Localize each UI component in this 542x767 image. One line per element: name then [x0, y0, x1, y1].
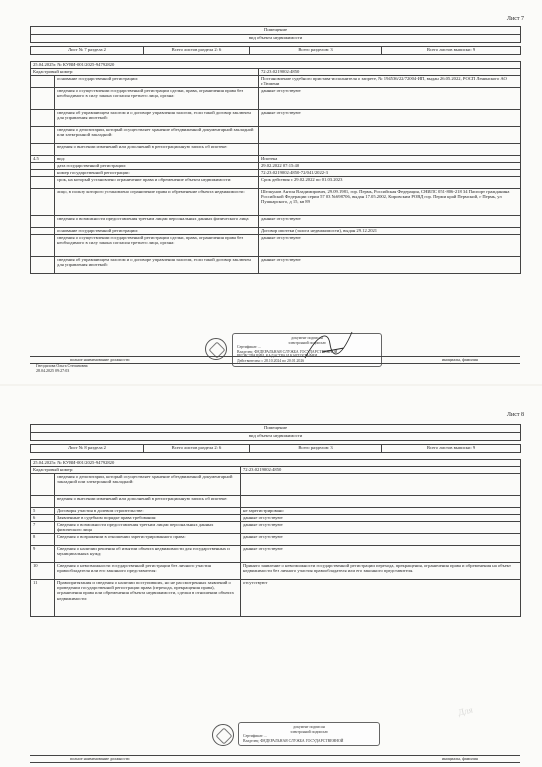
watermark: Для [457, 704, 474, 718]
data-table [30, 61, 521, 274]
sheet-number: Лист 7 [506, 16, 524, 22]
table-row: сведения о депозитарии, который осуществляет хранение обездвиженной документарной закладной или электронной закладной: [31, 474, 521, 496]
emblem-icon [212, 724, 234, 746]
position-caption: полное наименование должности [70, 756, 130, 761]
signature-line [30, 755, 520, 763]
table-row: 10 Сведения о невозможности государственной регистрации без личного участия правообладателя или его законного представителя: Принято заявление о невозможности государственной регистрации перехода, прекращения, ограничения права и обременения на объект недвижимости без личного участия правообладателя или его законного представителя. [31, 563, 521, 580]
data-table [30, 459, 521, 617]
table-row: ведения о внесении изменений или дополнений в регистрационную запись об ипотеке: [31, 496, 521, 508]
header-table [30, 424, 521, 453]
section-sheet: Лист № 7 раздела 2 [31, 47, 144, 55]
sections-total: Всего разделов: 3 [250, 47, 382, 55]
sign-date: 28.04.2025 09:27:03 [36, 367, 70, 373]
signature-line [30, 356, 520, 364]
sheet-number: Лист 8 [506, 412, 524, 418]
name-caption: инициалы, фамилия [442, 357, 478, 362]
table-row: сведения о возможности предоставления третьим лицам персональных данных физического лица данные отсутствуют [31, 216, 521, 228]
sections-total: Всего разделов: 3 [250, 445, 382, 453]
table-row: лицо, в пользу которого установлено ограничение права и обременение объекта недвижимости: Шелкунов Антон Владимирович, 29.09.1981, гор. Пермь, Российская Федерация, СНИЛС 051-806-218 34 Паспорт гражданина Российской Федерации серии 57 03 №698706, выдан 17.05.2002, Кировским РОВД гор. Перми край Пермский, г Пермь, ул Пушкарского, д 15, кв 89 [31, 189, 521, 216]
page-8 [0, 386, 542, 767]
section-sheets-total: Всего листов раздела 2: 6 [144, 445, 250, 453]
section-sheets-total: Всего листов раздела 2: 6 [144, 47, 250, 55]
table-row: дата государственной регистрации: 29.02.2022 07:15:40 [31, 163, 521, 170]
signer-name: Гнездилова Ольга Степановна [36, 363, 88, 368]
extract-number: 25.04.2025г. № КУВИ-001/2025-94792820 [31, 460, 521, 467]
cadastral-value: 72:23:0219002:4850 [259, 69, 521, 76]
table-row: сведения об управляющем залогом и о договоре управления залогом, если такой договор заключен для управления ипотекой: данные отсутствуют [31, 110, 521, 127]
table-row: 4.5 вид: Ипотека [31, 156, 521, 163]
table-row: 8 Сведения о возражении в отношении зарегистрированного права: данные отсутствуют [31, 534, 521, 546]
table-row: сведения о осуществлении государственной регистрации сделки, права, ограничения права без необходимого в силу закона согласия третьего лица, органа: данные отсутствуют [31, 88, 521, 110]
table-row: 5 Договоры участия в долевом строительстве: не зарегистрировано [31, 508, 521, 515]
object-type-caption: вид объекта недвижимости [31, 433, 521, 441]
table-row: сведения о депозитарии, который осуществляет хранение обездвиженной документарной закладной или электронной закладной: [31, 127, 521, 144]
signer-info [36, 364, 88, 374]
table-row: 6 Заявленные в судебном порядке права требования: данные отсутствуют [31, 515, 521, 522]
table-row: основание государственной регистрации: Постановление судебного пристава-исполнителя о запрете, № 194536/22/72004-ИП, выдан 26.05.2022, РОСП Ленинского АО г.Тюмени [31, 76, 521, 88]
table-row: сведения о осуществлении государственной регистрации сделки, права, ограничения права без необходимого в силу закона согласия третьего лица, органа: данные отсутствуют [31, 235, 521, 257]
e-signature-stamp: документ подписан электронной подписью Сертификат: ... Владелец: ФЕДЕРАЛЬНАЯ СЛУЖБА ГОСУДАРСТВЕННОЙ РЕГИСТРАЦИИ, КАДАСТРА И КАРТОГРАФИИ Действителен: с 28.10.2024 по 20.01.2026 [232, 333, 382, 367]
table-row: 7 Сведения о возможности предоставления третьим лицам персональных данных физического лица данные отсутствуют [31, 522, 521, 534]
table-row: 11 Правопритязания и сведения о наличии поступивших, но не рассмотренных заявлений о проведении государственной регистрации права (перехода, прекращения права), ограничения права или обременения объекта недвижимости, сделки в отношении объекта недвижимости: отсутствуют [31, 580, 521, 617]
e-signature-stamp: документ подписан электронной подписью Сертификат: ... Владелец: ФЕДЕРАЛЬНАЯ СЛУЖБА ГОСУДАРСТВЕННОЙ [238, 722, 380, 746]
section-sheet: Лист № 8 раздела 2 [31, 445, 144, 453]
table-row: срок, на который установлено ограничение права и обременение объекта недвижимости: Срок действия с 29.02.2022 по 01.03.2023 [31, 177, 521, 189]
table-row: сведения об управляющем залогом и о договоре управления залогом, если такой договор заключен для управления ипотекой: данные отсутствуют [31, 257, 521, 274]
table-row: номер государственной регистрации: 72:23:0219002:4850-72/041/2022-3 [31, 170, 521, 177]
object-type: Помещение [31, 27, 521, 35]
table-row: 9 Сведения о наличии решения об изъятии объекта недвижимости для государственных и муниципальных нужд: данные отсутствуют [31, 546, 521, 563]
extract-number: 25.04.2025г. № КУВИ-001/2025-94792820 [31, 62, 521, 69]
cadastral-label: Кадастровый номер: [31, 467, 241, 474]
cadastral-value: 72:23:0219002:4850 [241, 467, 521, 474]
extract-sheets-total: Всего листов выписки: 9 [382, 445, 521, 453]
position-caption: полное наименование должности [70, 357, 130, 362]
name-caption: инициалы, фамилия [442, 756, 478, 761]
object-type-caption: вид объекта недвижимости [31, 35, 521, 43]
table-row: основание государственной регистрации: Договор ипотеки (залога недвижимости), выдан 29.12.2021 [31, 228, 521, 235]
extract-sheets-total: Всего листов выписки: 9 [382, 47, 521, 55]
cadastral-label: Кадастровый номер: [31, 69, 259, 76]
header-table [30, 26, 521, 55]
table-row: ведения о внесении изменений или дополнений в регистрационную запись об ипотеке: [31, 144, 521, 156]
object-type: Помещение [31, 425, 521, 433]
